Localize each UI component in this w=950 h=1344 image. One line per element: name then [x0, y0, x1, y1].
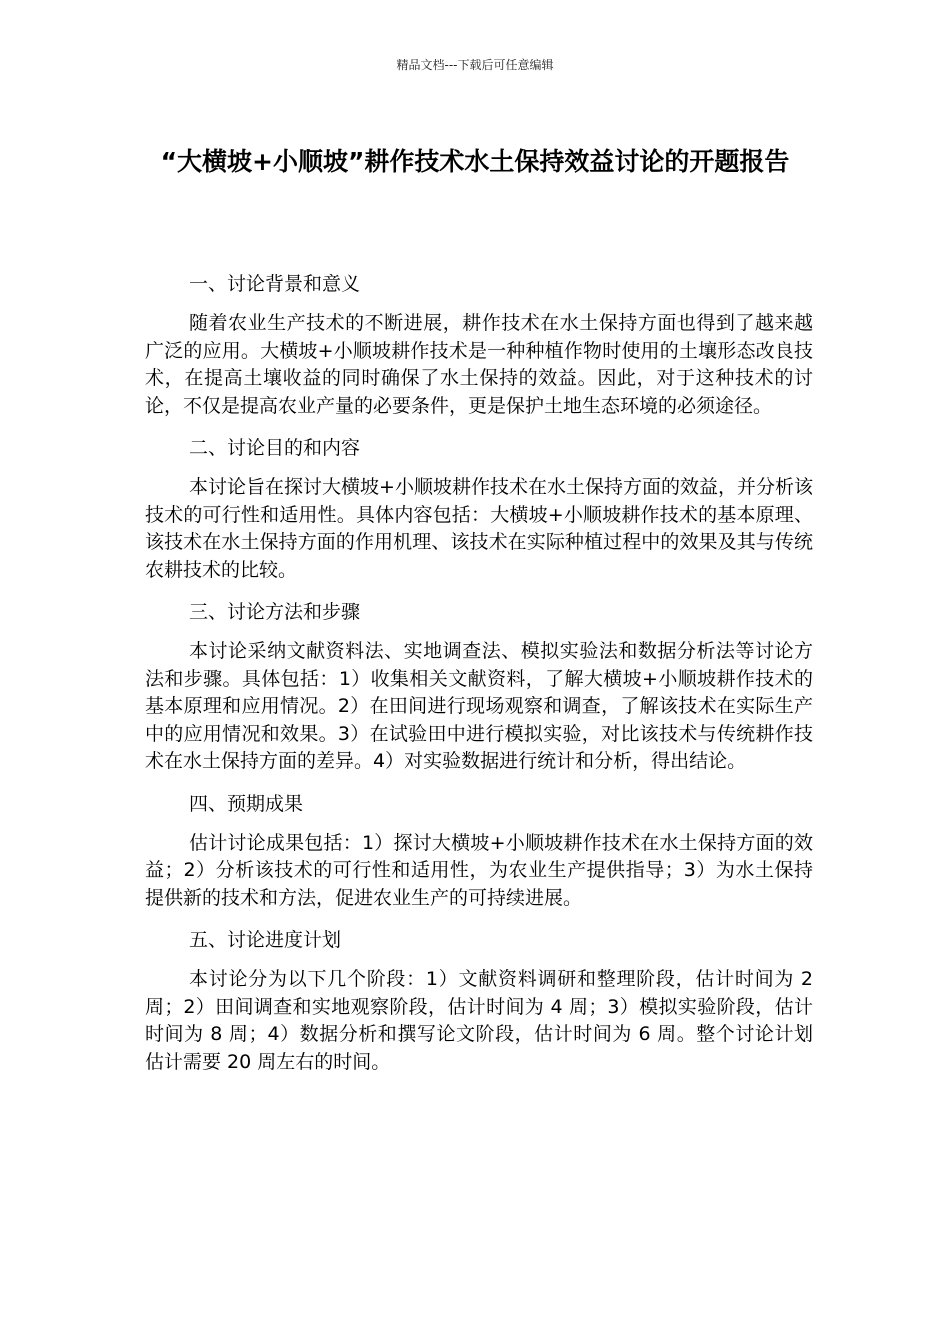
document-body: [145, 270, 813, 1090]
section-heading-background: 一、讨论背景和意义: [189, 273, 361, 295]
document-title: “大横坡+小顺坡”耕作技术水土保持效益讨论的开题报告: [160, 147, 790, 176]
section-paragraph-purpose: 本讨论旨在探讨大横坡+小顺坡耕作技术在水土保持方面的效益，并分析该技术的可行性和适用性。具体内容包括：大横坡+小顺坡耕作技术的基本原理、该技术在水土保持方面的作用机理、该技术在实际种植过程中的效果及其与传统农耕技术的比较。: [145, 476, 813, 581]
section-paragraph-background: 随着农业生产技术的不断进展，耕作技术在水土保持方面也得到了越来越广泛的应用。大横坡+小顺坡耕作技术是一种种植作物时使用的土壤形态改良技术，在提高土壤收益的同时确保了水土保持的效益。因此，对于这种技术的讨论，不仅是提高农业产量的必要条件，更是保护土地生态环境的必须途径。: [145, 312, 813, 417]
section-heading-methods: 三、讨论方法和步骤: [189, 601, 361, 623]
section-heading-purpose: 二、讨论目的和内容: [189, 437, 361, 459]
section-heading-schedule: 五、讨论进度计划: [189, 929, 342, 951]
section-heading-expected-results: 四、预期成果: [189, 792, 304, 815]
section-paragraph-methods: 本讨论采纳文献资料法、实地调查法、模拟实验法和数据分析法等讨论方法和步骤。具体包括：1）收集相关文献资料，了解大横坡+小顺坡耕作技术的基本原理和应用情况。2）在田间进行现场观察和调查，了解该技术在实际生产中的应用情况和效果。3）在试验田中进行模拟实验，对比该技术与传统耕作技术在水土保持方面的差异。4）对实验数据进行统计和分析，得出结论。: [145, 640, 813, 772]
section-paragraph-expected-results: 估计讨论成果包括：1）探讨大横坡+小顺坡耕作技术在水土保持方面的效益；2）分析该技术的可行性和适用性，为农业生产提供指导；3）为水土保持提供新的技术和方法，促进农业生产的可持续进展。: [145, 831, 813, 909]
header-note: 精品文档---下载后可任意编辑: [396, 58, 554, 72]
section-paragraph-schedule: 本讨论分为以下几个阶段：1）文献资料调研和整理阶段，估计时间为 2 周；2）田间调查和实地观察阶段，估计时间为 4 周；3）模拟实验阶段，估计时间为 8 周；4）数据分析和撰写论文阶段，估计时间为 6 周。整个讨论计划估计需要 20 周左右的时间。: [145, 968, 813, 1073]
